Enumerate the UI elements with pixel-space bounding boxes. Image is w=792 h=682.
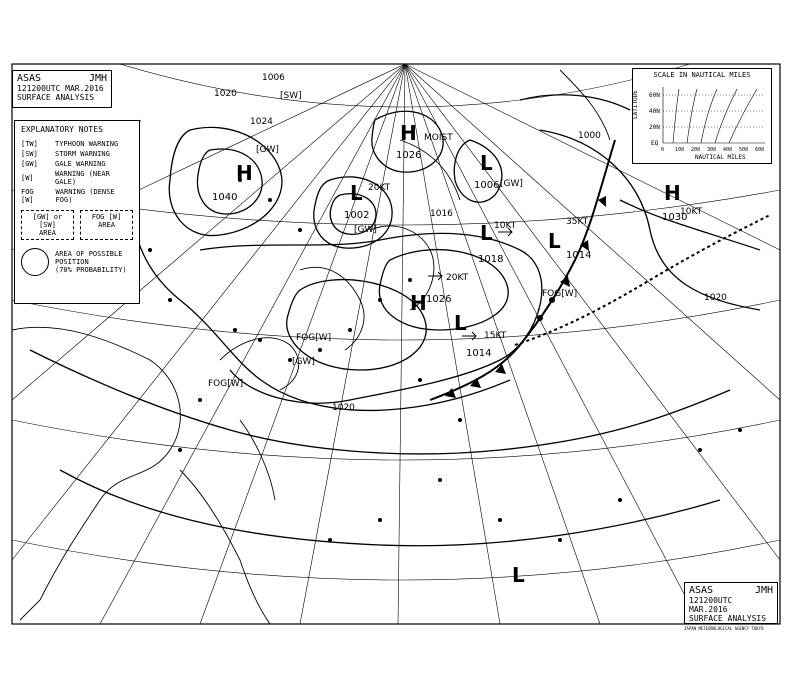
speed-label-20kt-b: 20KT — [446, 273, 469, 283]
legend-item — [21, 140, 133, 148]
legend-text: TYPHOON WARNING — [55, 140, 119, 148]
legend-item — [21, 150, 133, 158]
scale-lat-tick: 40N — [649, 108, 660, 115]
legend-gale-area-sample — [21, 210, 74, 240]
system-high-siberia-symbol: H — [236, 161, 253, 185]
system-low-south-symbol: L — [512, 563, 525, 587]
header-time: 121200UTC MAR.2016 — [17, 84, 104, 93]
fronts — [430, 140, 770, 400]
scale-x-tick: 400 — [723, 147, 733, 153]
system-high-east-pacific-value: 1030 — [662, 212, 688, 223]
scale-ylabel: LATITUDE — [632, 90, 639, 119]
speed-label-35kt: 35KT — [566, 217, 589, 227]
header-agency: ASAS — [17, 73, 42, 84]
system-low-manchuria-symbol: L — [350, 181, 363, 205]
system-high-okhotsk-symbol: H — [400, 121, 417, 145]
isobar-label-1000: 1000 — [578, 131, 601, 141]
isobar-label-1016: 1016 — [430, 209, 453, 219]
scale-x-tick: 100 — [675, 147, 685, 153]
legend-box — [14, 120, 140, 304]
system-low-pacific-value: 1014 — [466, 348, 492, 359]
fog-warning-3: FOG[W] — [542, 289, 578, 299]
isobar-label-1020a: 1020 — [214, 89, 237, 99]
system-low-pacific-symbol: L — [454, 311, 467, 335]
scale-title: SCALE IN NAUTICAL MILES — [653, 71, 751, 79]
system-high-japan-symbol: H — [410, 291, 427, 315]
legend-probability-text3: (70% PROBABILITY) — [55, 266, 127, 274]
header-box — [12, 70, 112, 108]
footer-box — [684, 582, 778, 624]
scale-graph — [633, 81, 771, 161]
legend-gale-area-code: [GW] or [SW] — [32, 213, 63, 229]
legend-code: FOG [W] — [21, 188, 34, 204]
system-low-japan-east-symbol: L — [480, 221, 493, 245]
footer-product: SURFACE ANALYSIS — [689, 614, 767, 623]
scale-xlabel: NAUTICAL MILES — [695, 154, 746, 161]
gale-warning-2: [GW] — [500, 179, 523, 189]
legend-text: WARNING (NEAR GALE) — [55, 170, 110, 186]
fog-warning-1: FOG[W] — [296, 333, 332, 343]
legend-text: STORM WARNING — [55, 150, 110, 158]
legend-gale-area-label: AREA — [39, 229, 56, 237]
motion-arrows — [428, 228, 512, 340]
legend-code: [TW] — [21, 140, 38, 148]
scale-x-tick: 300 — [707, 147, 717, 153]
scale-box — [632, 68, 772, 164]
speed-label-20kt-a: 20KT — [368, 183, 391, 193]
legend-item — [21, 188, 133, 204]
footer-code: JMH — [754, 585, 773, 596]
system-high-japan-value: 1026 — [426, 294, 452, 305]
system-low-northeast-symbol: L — [480, 151, 493, 175]
system-low-frontal-value: 1014 — [566, 250, 592, 261]
isobar-label-1006: 1006 — [262, 73, 285, 83]
speed-label-15kt: 15KT — [484, 331, 507, 341]
gale-warning-1: [GW] — [292, 357, 315, 367]
legend-fog-area-code: FOG [W] — [91, 213, 122, 221]
legend-code: [W] — [21, 174, 34, 182]
legend-fog-area-label: AREA — [98, 221, 115, 229]
scale-lat-tick: 20N — [649, 124, 660, 131]
system-low-manchuria-value: 1002 — [344, 210, 370, 221]
header-code: JMH — [88, 73, 107, 84]
system-low-japan-east-value: 1018 — [478, 254, 504, 265]
scale-x-tick: 500 — [739, 147, 749, 153]
isobar-label-1024: 1024 — [250, 117, 273, 127]
legend-fog-area-sample — [80, 210, 133, 240]
footer-issuer: JAPAN METEOROLOGICAL AGENCY TOKYO — [684, 626, 764, 631]
scale-lat-tick: 60N — [649, 92, 660, 99]
footer-time: 121200UTC MAR.2016 — [689, 596, 733, 614]
footer-agency: ASAS — [689, 585, 714, 596]
isobar-label-1020c: 1020 — [704, 293, 727, 303]
system-high-okhotsk-value: 1026 — [396, 150, 422, 161]
station-markers — [148, 178, 742, 542]
legend-text: WARNING (DENSE FOG) — [55, 188, 115, 204]
storm-warning-1: [SW] — [280, 91, 302, 101]
scale-x-tick: 200 — [691, 147, 701, 153]
scale-eq-tick: EQ — [651, 140, 659, 147]
gale-warning-4: [GW] — [354, 225, 377, 235]
system-low-frontal-symbol: L — [548, 229, 561, 253]
header-product: SURFACE ANALYSIS — [17, 93, 95, 102]
legend-probability-circle — [21, 248, 49, 276]
scale-x-tick: 600 — [755, 147, 765, 153]
fog-warning-2: FOG[W] — [208, 379, 244, 389]
moist-label: MOIST — [424, 133, 453, 143]
legend-item — [21, 170, 133, 186]
pressure-systems — [212, 121, 687, 587]
system-low-northeast-value: 1006 — [474, 180, 500, 191]
system-high-east-pacific-symbol: H — [664, 181, 681, 205]
legend-title: EXPLANATORY NOTES — [21, 125, 103, 134]
system-high-siberia-value: 1040 — [212, 192, 238, 203]
legend-item — [21, 160, 133, 168]
scale-x-tick: 0 — [661, 147, 665, 153]
legend-code: [GW] — [21, 160, 38, 168]
gale-warning-3: [GW] — [256, 145, 279, 155]
speed-label-10kt: 10KT — [494, 221, 517, 231]
legend-code: [SW] — [21, 150, 38, 158]
legend-text: GALE WARNING — [55, 160, 106, 168]
speed-label-10kt-b: 10KT — [680, 207, 703, 217]
isobar-label-1020b: 1020 — [332, 403, 355, 413]
legend-probability-text2: POSITION — [55, 258, 89, 266]
legend-probability-text1: AREA OF POSSIBLE — [55, 250, 123, 258]
